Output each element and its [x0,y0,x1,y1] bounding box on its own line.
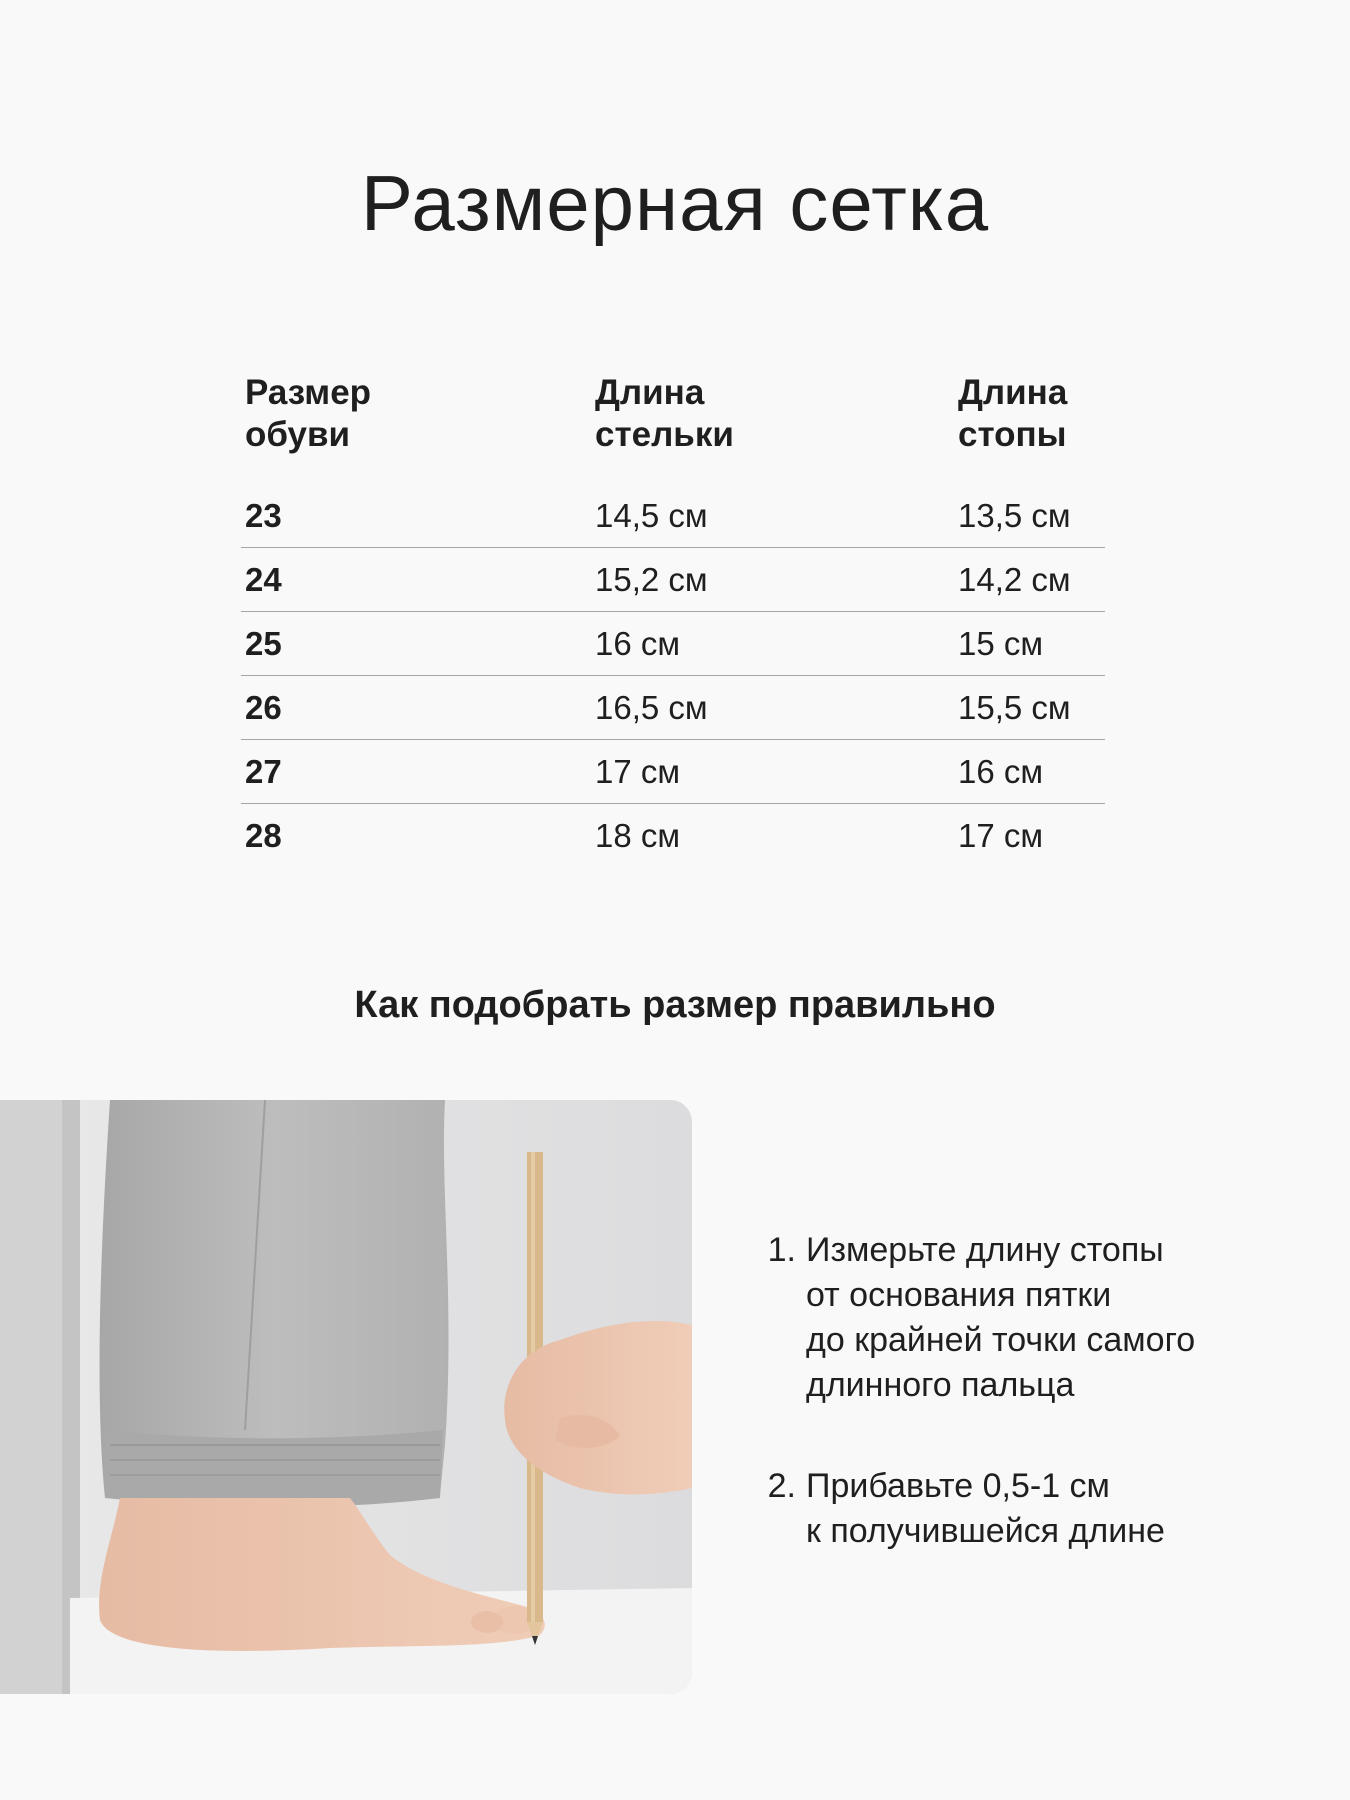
step-text: Измерьте длину стопы от основания пятки до крайней точки самого длинного пальца [806,1231,1196,1404]
table-row [241,676,1105,740]
cell-size: 28 [245,817,282,854]
table-header [241,372,1105,484]
header-insole-length: Длина стельки [595,373,734,454]
foot-measure-illustration [0,1100,692,1694]
size-table [241,372,1105,868]
page-title: Размерная сетка [360,159,990,247]
table-row [241,548,1105,612]
cell-foot: 15 см [958,624,1044,662]
section-subtitle: Как подобрать размер правильно [354,984,996,1026]
measurement-steps [748,1228,1328,1554]
measuring-foot-photo [0,1100,692,1694]
cell-size: 25 [245,624,282,662]
step-number: 2. [767,1467,796,1505]
step-item [748,1228,1328,1408]
cell-insole: 14,5 см [595,496,708,534]
cell-foot: 13,5 см [958,496,1071,534]
cell-insole: 15,2 см [595,560,708,598]
table-row [241,740,1105,804]
cell-insole: 16 см [595,624,681,662]
cell-insole: 16,5 см [595,688,708,726]
cell-foot: 17 см [958,817,1044,854]
step-number: 1. [767,1231,796,1269]
cell-size: 24 [245,560,282,598]
table-row [241,612,1105,676]
cell-foot: 14,2 см [958,560,1071,598]
cell-size: 23 [245,496,282,534]
cell-size: 27 [245,752,282,790]
cell-foot: 16 см [958,752,1044,790]
table-row [241,804,1105,868]
cell-insole: 17 см [595,752,681,790]
cell-size: 26 [245,688,282,726]
step-item [748,1464,1328,1554]
table-row [241,484,1105,548]
cell-insole: 18 см [595,817,681,854]
cell-foot: 15,5 см [958,688,1071,726]
step-text: Прибавьте 0,5-1 см к получившейся длине [806,1467,1165,1550]
header-shoe-size: Размер обуви [245,373,372,454]
header-foot-length: Длина стопы [958,373,1068,454]
